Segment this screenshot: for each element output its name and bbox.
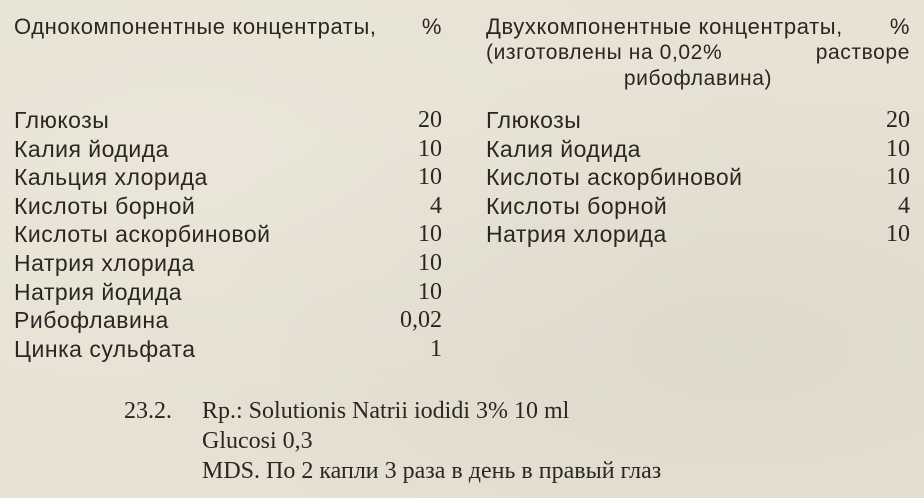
prescription-block — [124, 396, 661, 486]
table-row — [486, 135, 910, 164]
single-component-heading — [14, 14, 442, 40]
ingredient-value: 10 — [418, 164, 442, 191]
single-component-unit: % — [421, 14, 442, 39]
ingredient-name: Кислоты аскорбиновой — [486, 164, 743, 191]
prescription-glucose-text: Glucosi 0,3 — [202, 428, 313, 454]
table-row — [486, 192, 910, 221]
table-row — [14, 106, 442, 135]
table-row — [486, 163, 910, 192]
ingredient-name: Кислоты аскорбиновой — [14, 221, 271, 248]
ingredient-value: 1 — [430, 335, 442, 362]
table-row — [486, 220, 910, 249]
table-row — [14, 192, 442, 221]
table-row — [14, 335, 442, 364]
ingredient-name: Натрия йодида — [14, 278, 183, 305]
ingredient-value: 10 — [886, 221, 910, 248]
ingredient-value: 0,02 — [400, 307, 442, 334]
ingredient-value: 4 — [898, 192, 910, 219]
table-row — [486, 106, 910, 135]
two-component-heading-text: Двухкомпонентные концентраты, — [486, 14, 843, 39]
ingredient-name: Кислоты борной — [486, 192, 668, 219]
ingredient-name: Глюкозы — [486, 107, 582, 133]
table-row — [14, 249, 442, 278]
ingredient-name: Кальция хлорида — [14, 164, 208, 191]
two-component-subheading-b: растворе — [815, 41, 910, 64]
ingredient-value: 20 — [886, 107, 910, 133]
ingredient-value: 10 — [418, 278, 442, 305]
prescription-mds-text: MDS. По 2 капли 3 раза в день в правый глаз — [202, 458, 662, 484]
two-component-subheading-a: (изготовлены на 0,02% — [486, 41, 723, 64]
ingredient-value: 4 — [430, 192, 442, 219]
ingredient-value: 20 — [418, 107, 442, 133]
prescription-line-3 — [124, 456, 661, 486]
two-component-heading — [486, 14, 910, 92]
prescription-rp-text: Rp.: Solutionis Natrii iodidi 3% 10 ml — [202, 398, 570, 424]
two-component-table — [486, 106, 910, 249]
ingredient-name: Рибофлавина — [14, 307, 169, 334]
ingredient-name: Кислоты борной — [14, 192, 196, 219]
ingredient-name: Калия йодида — [14, 135, 169, 162]
prescription-line-1 — [124, 396, 661, 426]
table-row — [14, 135, 442, 164]
prescription-number: 23.2. — [124, 398, 172, 424]
single-component-heading-text: Однокомпонентные концентраты, — [14, 14, 377, 39]
two-component-subheading-c: рибофлавина) — [623, 67, 773, 90]
ingredient-value: 10 — [886, 164, 910, 191]
table-row — [14, 220, 442, 249]
ingredient-name: Натрия хлорида — [14, 249, 195, 276]
ingredient-name: Глюкозы — [14, 107, 110, 133]
two-component-unit: % — [889, 14, 910, 39]
ingredient-name: Натрия хлорида — [486, 221, 667, 248]
ingredient-value: 10 — [418, 249, 442, 276]
table-row — [14, 306, 442, 335]
table-row — [14, 163, 442, 192]
ingredient-name: Цинка сульфата — [14, 335, 196, 362]
ingredient-name: Калия йодида — [486, 135, 641, 162]
ingredient-value: 10 — [886, 135, 910, 162]
prescription-line-2 — [124, 426, 661, 456]
single-component-table — [14, 106, 442, 363]
table-row — [14, 278, 442, 307]
ingredient-value: 10 — [418, 221, 442, 248]
ingredient-value: 10 — [418, 135, 442, 162]
